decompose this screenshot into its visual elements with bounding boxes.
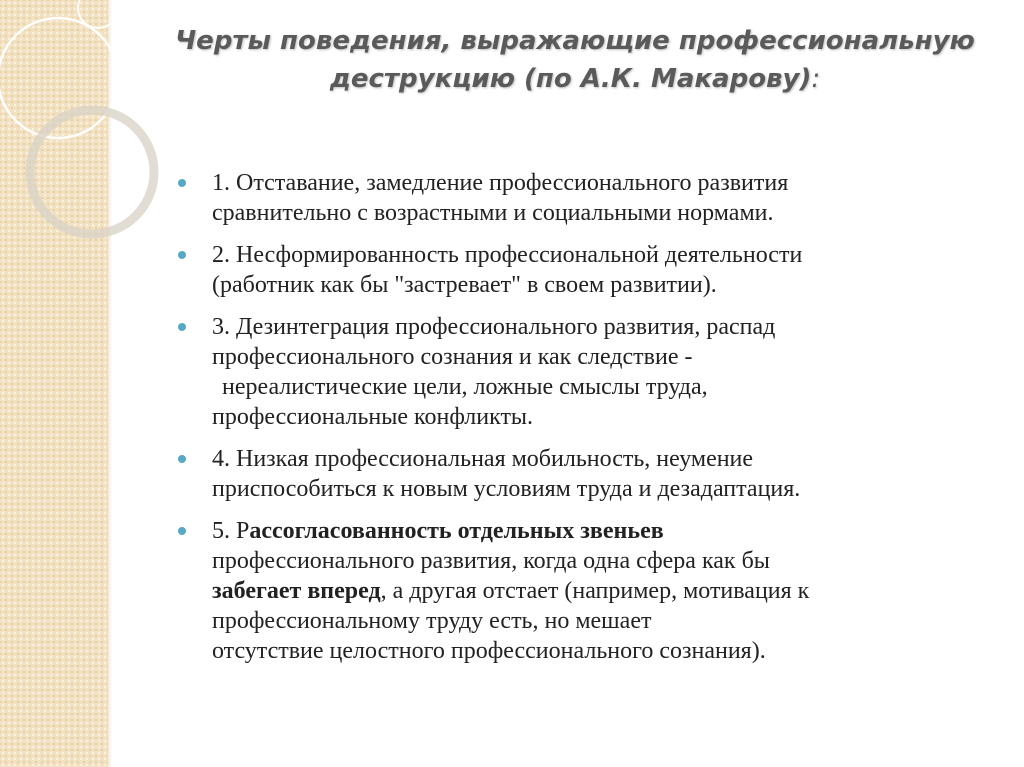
list-item <box>178 168 978 228</box>
item-bold-phrase: забегает вперед <box>212 578 381 604</box>
decorative-circles <box>0 0 160 260</box>
bullet-dot-icon <box>178 251 186 259</box>
list-item <box>178 312 978 432</box>
item-text-line: нереалистические цели, ложные смыслы труда, <box>222 374 708 400</box>
item-text-line: профессионального развития, когда одна сфера как бы <box>212 548 770 574</box>
item-text-line: профессионального сознания и как следствие - <box>212 344 693 370</box>
title-line-2: деструкцию (по А.К. Макарову) <box>329 64 812 94</box>
bullet-dot-icon <box>178 455 186 463</box>
item-text-line: профессиональные конфликты. <box>212 404 534 430</box>
item-text-line: сравнительно с возрастными и социальными нормами. <box>212 200 774 226</box>
list-item <box>178 516 978 666</box>
list-item <box>178 240 978 300</box>
title-line-1: Черты поведения, выражающие профессиональную <box>175 26 975 56</box>
bullet-list <box>178 168 978 678</box>
item-text-line: отсутствие целостного профессионального сознания). <box>212 638 766 664</box>
item-text-line: 4. Низкая профессиональная мобильность, неумение <box>212 446 754 472</box>
item-bold-phrase: ассогласованность отдельных звеньев <box>249 518 664 544</box>
item-text-line: (работник как бы "застревает" в своем развитии). <box>212 272 717 298</box>
item-text-prefix: 5. Р <box>212 518 250 544</box>
item-text-line: 2. Несформированность профессиональной деятельности <box>212 242 803 268</box>
item-text-line: 3. Дезинтеграция профессионального развития, распад <box>212 314 776 340</box>
item-text-line: , а другая отстает (например, мотивация к <box>380 578 810 604</box>
bullet-dot-icon <box>178 179 186 187</box>
item-text-line: приспособиться к новым условиям труда и дезадаптация. <box>212 476 801 502</box>
bullet-dot-icon <box>178 323 186 331</box>
slide-title <box>150 22 1000 98</box>
item-text-line: профессиональному труду есть, но мешает <box>212 608 652 634</box>
bullet-dot-icon <box>178 527 186 535</box>
item-text-line: 1. Отставание, замедление профессионального развития <box>212 170 789 196</box>
title-colon: : <box>811 64 821 94</box>
list-item <box>178 444 978 504</box>
